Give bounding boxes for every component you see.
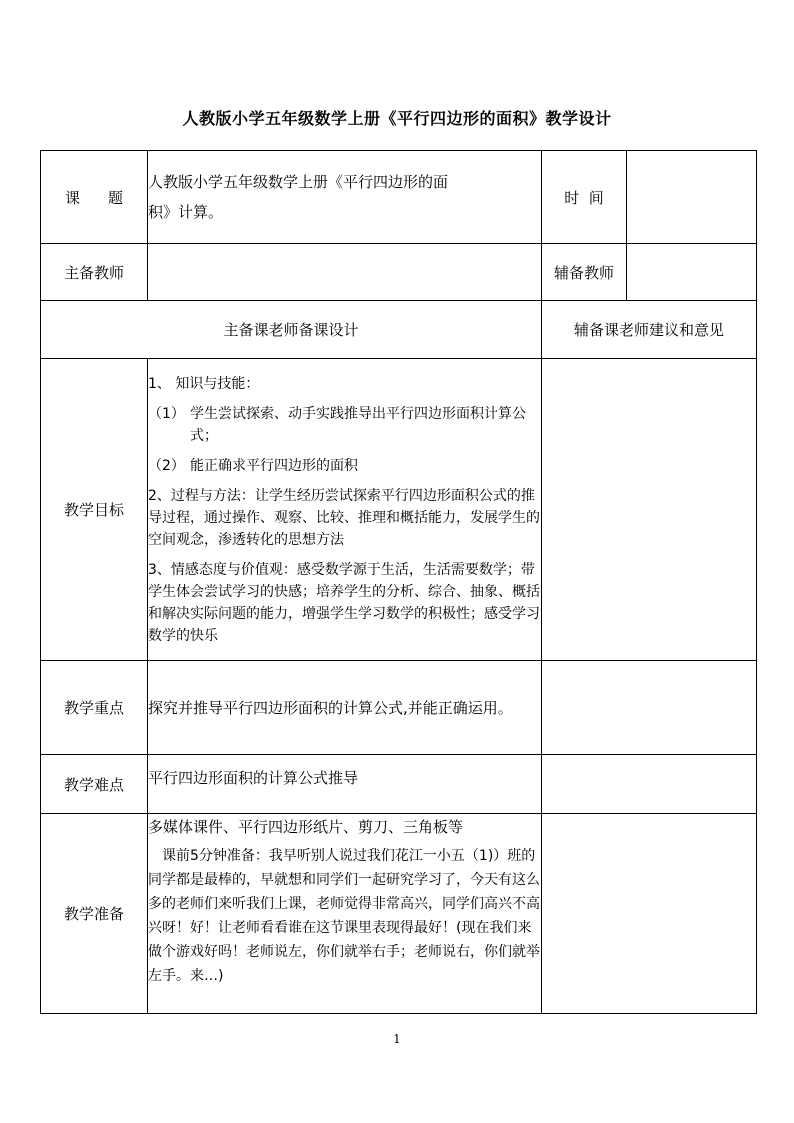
goals-item-1-text: 学生尝试探索、动手实践推导出平行四边形面积计算公式； — [190, 405, 526, 444]
goals-suggestion-cell — [542, 359, 757, 661]
goals-item-1 — [148, 403, 541, 447]
row-difficulty — [41, 755, 757, 814]
preparation-materials: 多媒体课件、平行四边形纸片、剪刀、三角板等 — [148, 818, 464, 836]
row-preparation — [41, 814, 757, 1014]
goals-item-1-number: （1） — [148, 405, 185, 422]
row-topic — [41, 151, 757, 244]
goals-label: 教学目标 — [41, 359, 148, 661]
topic-content-cell — [148, 151, 542, 244]
goals-emotion-values: 3、情感态度与价值观：感受数学源于生活，生活需要数学；带学生体会尝试学习的快感；培养学生的分析、综合、抽象、概括和解决实际问题的能力，增强学生学习数学的积极性；感受学习数学的快乐 — [148, 561, 540, 644]
main-design-header: 主备课老师备课设计 — [41, 301, 542, 359]
time-value — [627, 151, 757, 244]
assist-teacher-label: 辅备教师 — [542, 244, 627, 301]
preparation-content-cell — [148, 814, 542, 1014]
row-teaching-goals — [41, 359, 757, 661]
goals-item-2-text: 能正确求平行四边形的面积 — [190, 457, 358, 474]
key-point-suggestion-cell — [542, 661, 757, 755]
row-section-headers — [41, 301, 757, 359]
topic-label-part1: 课 — [64, 188, 80, 207]
preparation-warmup: 课前5分钟准备：我早听别人说过我们花江一小五（1)）班的同学都是最棒的，早就想和同学们一起研究学习了，今天有这么多的老师们来听我们上课，老师觉得非常高兴，同学们高兴不高兴呀！好！让老师看看谁在这节课里表现得最好！(现在我们来做个游戏好吗！老师说左，你们就举右手；老师说右，你们就举左手。来…) — [148, 848, 540, 984]
preparation-label: 教学准备 — [41, 814, 148, 1014]
goals-item-2 — [148, 455, 541, 477]
difficulty-label: 教学难点 — [41, 755, 148, 814]
lesson-plan-table — [40, 150, 757, 1014]
time-label: 时 间 — [542, 151, 627, 244]
main-teacher-value — [148, 244, 542, 301]
topic-label — [41, 151, 148, 244]
row-teachers — [41, 244, 757, 301]
row-key-point — [41, 661, 757, 755]
goals-content-cell — [148, 359, 542, 661]
difficulty-suggestion-cell — [542, 755, 757, 814]
difficulty-content: 平行四边形面积的计算公式推导 — [148, 755, 542, 814]
main-teacher-label: 主备教师 — [41, 244, 148, 301]
page-number: 1 — [393, 1032, 401, 1046]
document-title: 人教版小学五年级数学上册《平行四边形的面积》教学设计 — [182, 109, 612, 128]
key-point-content: 探究并推导平行四边形面积的计算公式,并能正确运用。 — [148, 661, 542, 755]
topic-content-line1: 人教版小学五年级数学上册《平行四边形的面 — [148, 173, 449, 191]
assist-suggestion-header: 辅备课老师建议和意见 — [542, 301, 757, 359]
key-point-label: 教学重点 — [41, 661, 148, 755]
goals-knowledge-heading: 1、 知识与技能： — [148, 375, 260, 392]
goals-process-method: 2、过程与方法：让学生经历尝试探索平行四边形面积公式的推导过程，通过操作、观察、比较、推理和概括能力，发展学生的空间观念，渗透转化的思想方法 — [148, 487, 540, 548]
goals-item-2-number: （2） — [148, 457, 185, 474]
preparation-suggestion-cell — [542, 814, 757, 1014]
assist-teacher-value — [627, 244, 757, 301]
topic-label-part2: 题 — [108, 188, 124, 207]
topic-content-line2: 积》计算。 — [148, 203, 224, 221]
